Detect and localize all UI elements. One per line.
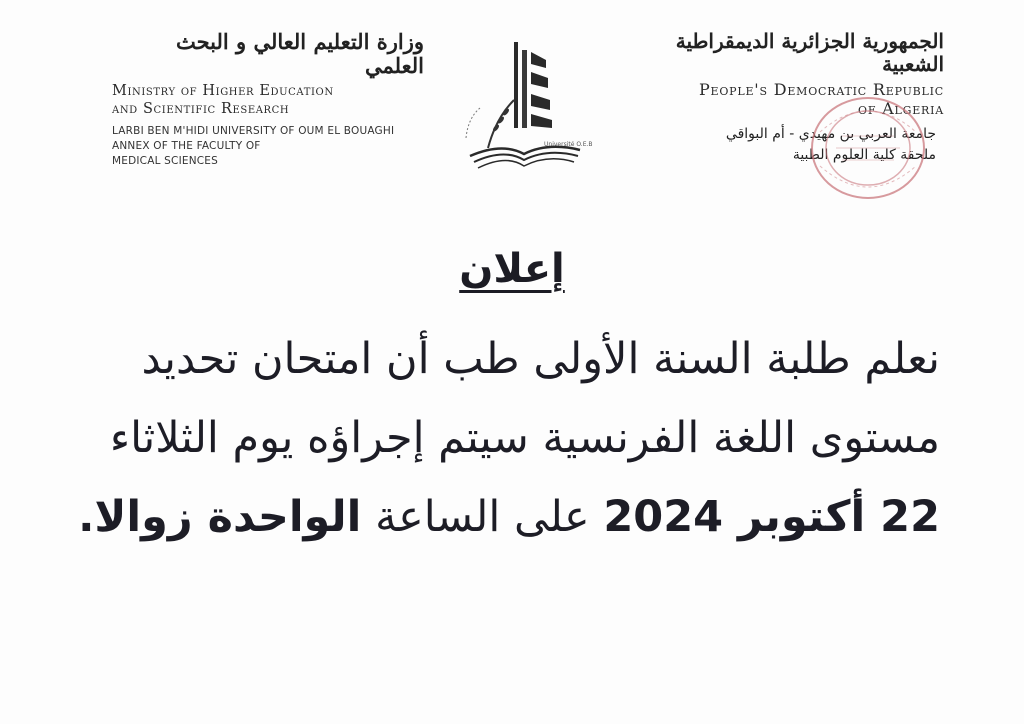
annex-line-2: MEDICAL SCIENCES [112,155,218,168]
republic-line-2: of Algeria [858,99,944,118]
arabic-university-line: جامعة العربي بن مهيدي - أم البواقي [725,126,936,142]
university-logo-icon [462,38,593,170]
announcement-body [80,320,940,557]
university-english-name [112,124,442,169]
exam-time-prefix: على الساعة [361,492,604,542]
logo-caption: Université O.E.B [544,141,593,148]
arabic-annex-line: ملحقة كلية العلوم الطبية [792,147,936,163]
announcement-title: إعلان [459,246,565,292]
official-stamp-icon [806,92,930,204]
announcement-line-2: مستوى اللغة الفرنسية سيتم إجراؤه يوم الثلاثاء [109,413,940,463]
ministry-arabic-name: وزارة التعليم العالي و البحث العلمي [175,29,424,79]
ministry-line-1: Ministry of Higher Education [112,83,334,100]
university-line: LARBI BEN M'HIDI UNIVERSITY OF OUM EL BOUAGHI [112,125,395,138]
exam-date: 22 أكتوبر 2024 [603,492,940,542]
announcement-line-3 [80,478,940,557]
announcement-line-1: نعلم طلبة السنة الأولى طب أن امتحان تحديد [141,334,940,384]
annex-line-1: ANNEX OF THE FACULTY OF [112,140,261,153]
republic-line-1: People's Democratic Republic [698,80,944,99]
ministry-line-2: and Scientific Research [112,101,290,118]
ministry-header [112,30,442,169]
republic-arabic-name: الجمهورية الجزائرية الديمقراطية الشعبية [675,29,944,76]
ministry-english-name [112,82,442,118]
exam-time: الواحدة زوالا. [78,492,362,542]
